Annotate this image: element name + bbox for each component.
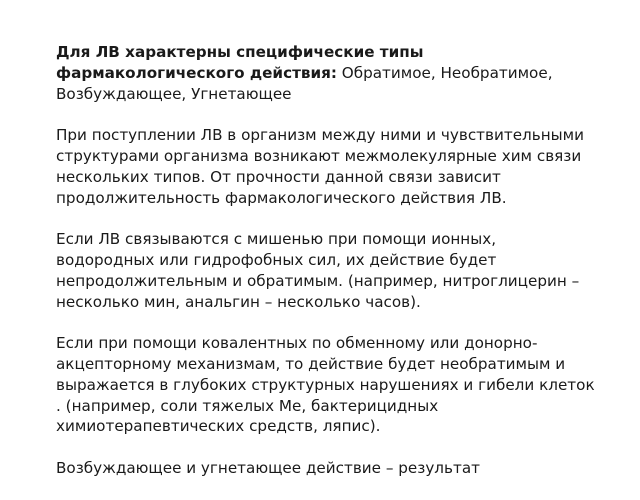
paragraph-stimulating-action: Возбуждающее и угнетающее действие – результат xyxy=(56,458,480,477)
paragraph-lead: Для ЛВ характерны специфические типы фармакологического действия: xyxy=(56,43,424,82)
paragraph-text: Обратимое, Необратимое, Возбуждающее, Угнетающее xyxy=(56,63,553,103)
paragraph-chemical-bonds: При поступлении ЛВ в организм между ними и чувствительными структурами организма возникают межмолекулярные хим связи нескольких типов. От прочности данной связи зависит продолжительность фармакологического действия ЛВ. xyxy=(56,126,584,207)
paragraph-irreversible-action: Если при помощи ковалентных по обменному или донорно-акцепторному механизмам, то действие будет необратимым и выражается в глубоких структурных нарушениях и гибели клеток . (например, соли тяжелых Ме, бактерицидных химиотерапевтических средств, ляпис). xyxy=(56,334,595,436)
paragraph-action-types xyxy=(56,42,596,104)
document-text xyxy=(56,42,596,500)
paragraph-reversible-action: Если ЛВ связываются с мишенью при помощи ионных, водородных или гидрофобных сил, их действие будет непродолжительным и обратимым. (например, нитроглицерин – несколько мин, анальгин – несколько часов). xyxy=(56,230,580,311)
